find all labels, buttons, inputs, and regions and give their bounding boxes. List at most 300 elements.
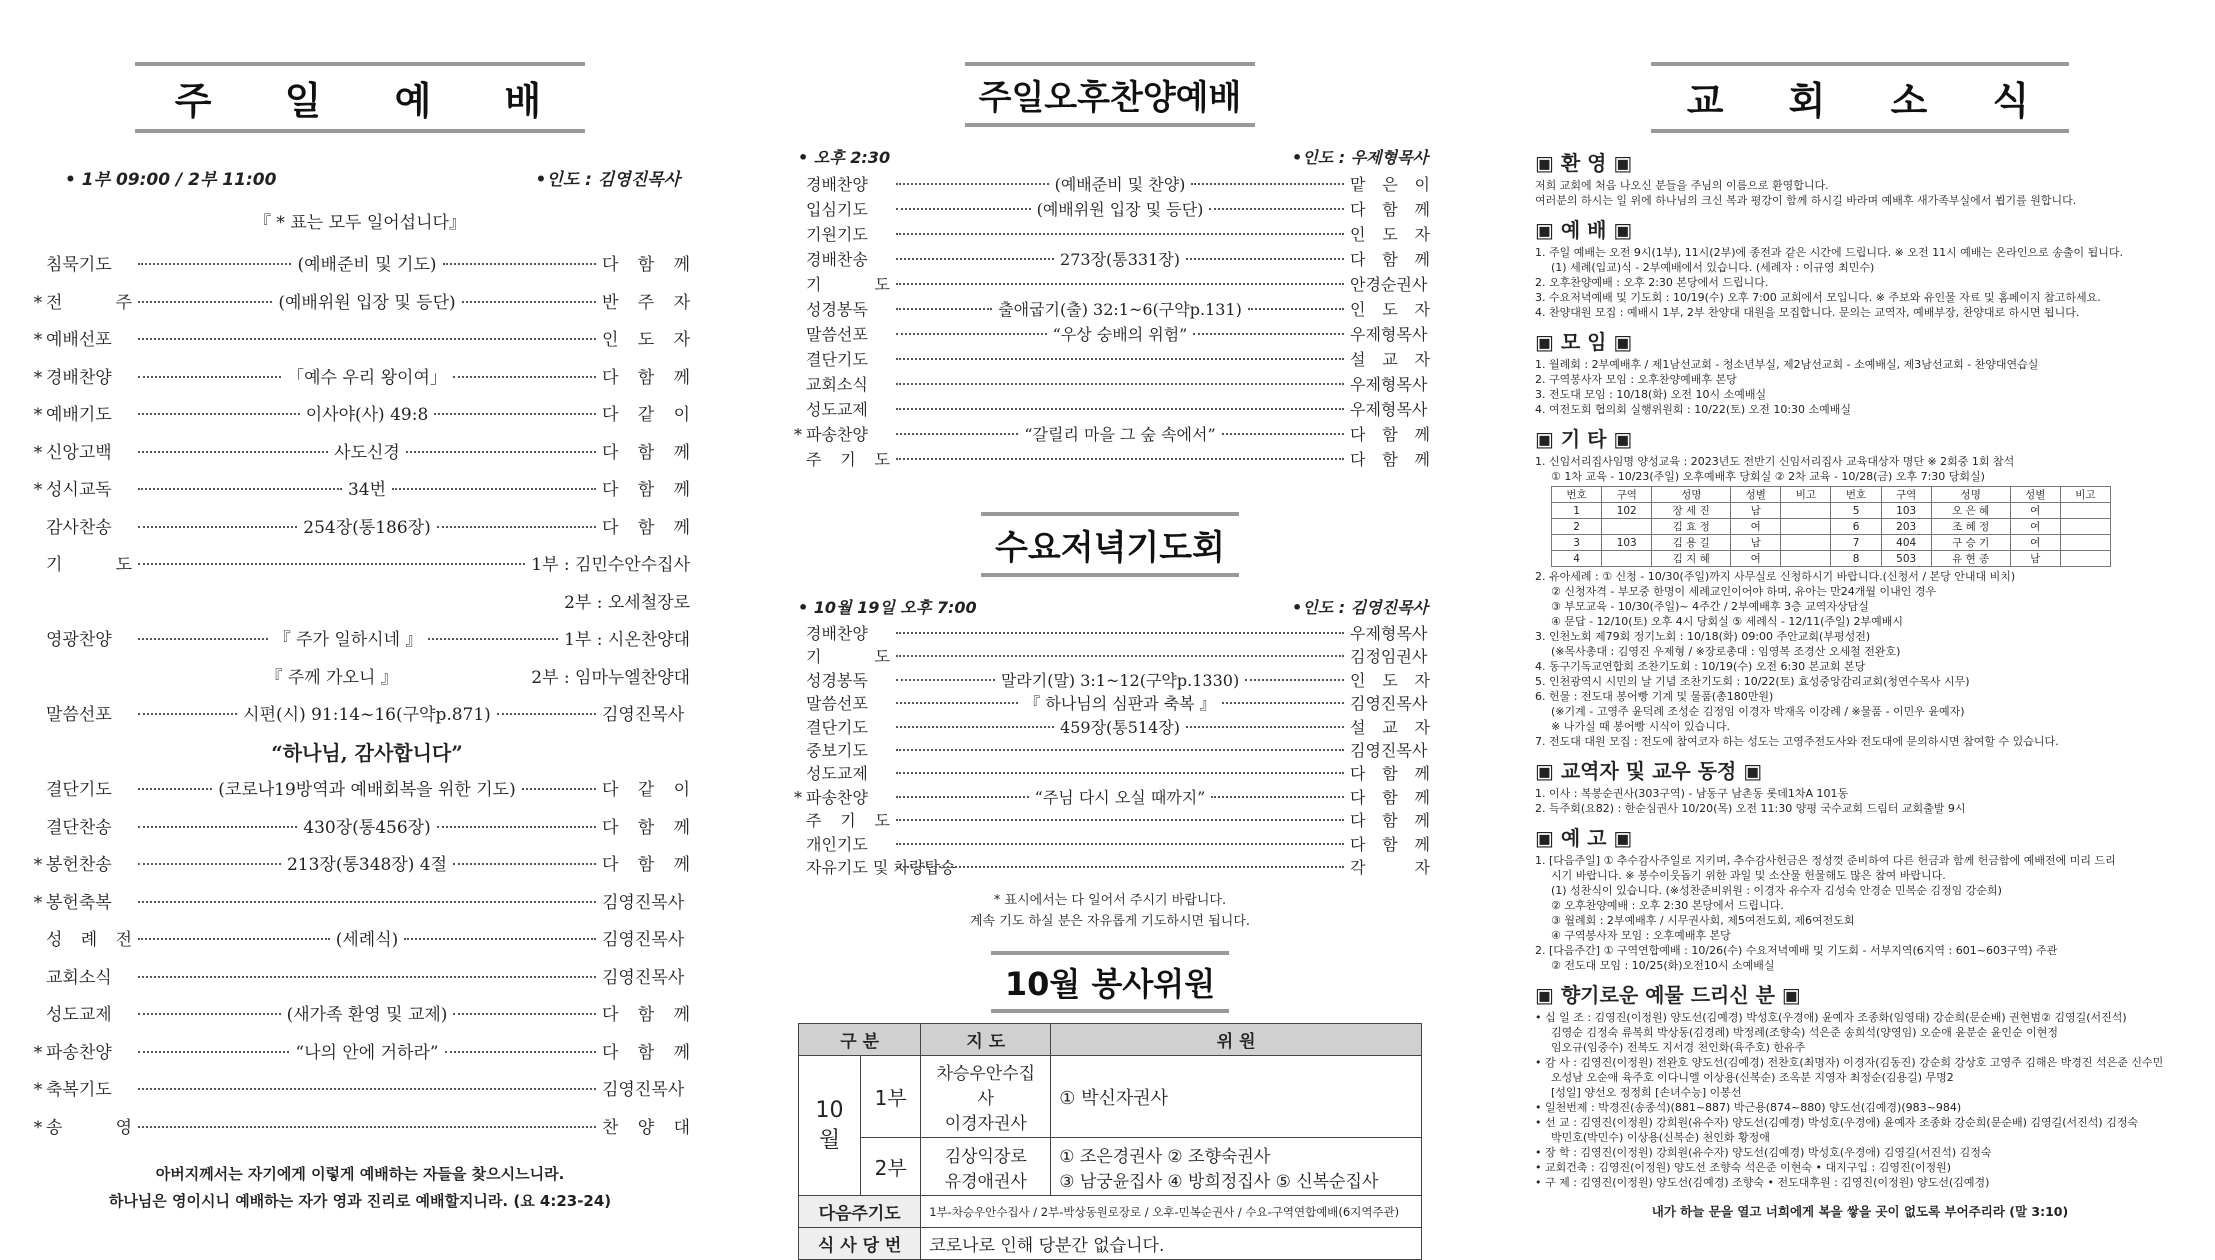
order-label: 말씀선포 [46,705,112,725]
order-person: 다 함 께 [1350,425,1431,444]
news-line: 박민호(박민수) 이상용(신복순) 천인화 황정애 [1551,1131,1770,1144]
news-line: 2. 구역봉사자 모임 : 오후찬양예배후 본당 [1535,373,1737,386]
order-row [790,272,1430,297]
order-content: “우상 숭배의 위험” [1052,325,1188,344]
order-label: 기원기도 [806,225,868,244]
trainee-cell [1781,551,1831,567]
stand-marker: * [33,892,43,913]
order-person: 1부 : 시온찬양대 [564,630,691,650]
order-row [790,422,1430,447]
news-line: • 교회건축 : 김영진(이정원) 양도선 조향숙 석은준 이현숙 • 대지구입 : 김영진(이정원) [1535,1161,1952,1174]
order-content: 213장(통348장) 4절 [286,855,448,875]
part1-leader-b: 이경자권사 [944,1114,1027,1135]
news-line: 저희 교회에 처음 나오신 분들을 주님의 이름으로 환영합니다. [1535,179,1829,192]
page-title: 주 일 예 배 [135,62,586,133]
order-label: 성경봉독 [806,300,868,319]
order-row [790,322,1430,347]
welcome-heading: ▣ 환 영 ▣ [1535,151,1633,175]
trainee-header-cell: 성명 [1652,487,1731,503]
afternoon-column [790,0,1431,1257]
order-person: 다 함 께 [1350,250,1430,269]
sunday-worship-column [30,0,690,1240]
order-person: 다 함 께 [602,817,690,838]
order-content: 출애굽기(출) 32:1~6(구약p.131) [998,300,1242,319]
news-line: • 십 일 조 : 김영진(이정원) 양도선(김예경) 박성호(우경애) 윤예자 조종화(임영태) 강순희(문순배) 권현범② 김영길(서진석) [1535,1011,2127,1024]
order-label: 침묵기도 [46,255,112,275]
order-person: 인 도 자 [1350,300,1431,319]
part2-members-b: ③ 남궁윤집사 ④ 방희정집사 ⑤ 신복순집사 [1059,1171,1379,1192]
worship-text [1535,245,2185,320]
order-label: 기 도 [806,275,890,294]
wednesday-leader: •인도 : 김영진목사 [1292,598,1428,617]
news-line: • 감 사 : 김영진(이정원) 전완호 양도선(김예경) 전찬호(최명자) 이경자(김동진) 강순희 강상호 고영주 김해은 박경진 석은준 신수민 [1535,1056,2164,1069]
order-row [790,197,1430,222]
trainee-cell: 장 세 진 [1652,503,1731,519]
part2-members-a: ① 조은경권사 ② 조향숙권사 [1059,1146,1271,1167]
stand-marker: * [794,425,802,444]
order-person: 안경순권사 [1350,275,1428,294]
order-person: 다 함 께 [602,367,691,388]
trainee-cell [1602,519,1652,535]
wednesday-order [790,622,1430,879]
order-person: 다 같 이 [602,405,691,425]
order-label: 자유기도 및 차량탑승 [806,857,956,877]
stand-marker: * [794,787,802,807]
news-line: 4. 찬양대원 모집 : 예배시 1부, 2부 찬양대 대원을 모집합니다. 문의는 교역자, 예배부장, 찬양대로 하시면 됩니다. [1535,306,2080,319]
order-label: 결단기도 [806,350,868,369]
order-label: 송 영 [46,1117,132,1138]
order-label: 주 기 도 [806,450,890,469]
news-line: 3. 인천노회 제79회 정기노회 : 10/18(화) 09:00 주안교회(부평성전) [1535,630,1871,643]
trainee-header-cell: 번호 [1831,487,1881,503]
order-row [790,786,1430,809]
order-label: 기 도 [806,647,890,667]
news-line: 6. 헌물 : 전도대 봉어빵 기계 및 물품(총180만원) [1535,690,1774,703]
part2-leader-b: 유경애권사 [944,1171,1027,1192]
service-time: • 1부 09:00 / 2부 11:00 [65,170,277,190]
trainee-cell [1781,503,1831,519]
wednesday-note1: * 표시에서는 다 일어서 주시기 바랍니다. [993,893,1227,909]
stand-marker: * [33,292,43,313]
service-meta [30,165,690,190]
order-content: 34번 [347,480,387,500]
order-person: 1부 : 김민수안수집사 [531,555,690,575]
trainee-cell: 102 [1602,503,1652,519]
order-person: 다 함 께 [1350,787,1431,807]
order-row [30,697,690,735]
news-line: 5. 인천광역시 시민의 날 기념 조찬기도회 : 10/22(토) 효성중앙감리교회(청연수목사 시무) [1535,675,1970,688]
church-news-title: 교 회 소 식 [1651,62,2070,133]
order-person: 2부 : 오세철장로 [564,592,690,613]
order-content: 『 주께 가오니 』 [265,667,398,688]
order-label: 결단찬송 [46,817,112,838]
trainee-cell: 203 [1881,519,1931,535]
order-row [790,172,1430,197]
news-line: 2. 오후찬양예배 : 오후 2:30 본당에서 드립니다. [1535,276,1769,289]
church-news-heading [1535,62,2185,133]
trainee-cell: 남 [2010,551,2060,567]
news-line: ② 전도대 모임 : 10/25(화)오전10시 소예배실 [1551,959,1775,972]
order-row [30,360,690,398]
news-line: (※기계 - 고영주 윤덕례 조성순 김정임 이경자 박재옥 이강례 / ※물품 - 이민우 윤예자) [1551,705,1965,718]
order-person: 2부 : 임마누엘찬양대 [531,667,690,688]
order-content: 말라기(말) 3:1~12(구약p.1330) [1000,670,1240,690]
trainee-cell: 2 [1552,519,1602,535]
closing-verse-line2: 하나님은 영이시니 예배하는 자가 영과 진리로 예배할지니라. (요 4:23-24) [108,1192,612,1210]
news-line: 여러분의 하시는 일 위에 하나님의 크신 복과 평강이 함께 하시길 바라며 예배후 새가족부실에서 뵙기를 원합니다. [1535,194,2077,207]
order-person: 설 교 자 [1350,717,1430,737]
trainee-cell: 김 지 혜 [1652,551,1731,567]
notice-text [1535,853,2185,973]
trainee-cell: 503 [1881,551,1931,567]
trainee-cell [1781,519,1831,535]
order-row [790,347,1430,372]
trainee-cell: 남 [1731,503,1781,519]
order-person: 다 함 께 [602,855,691,875]
order-person: 다 같 이 [602,780,690,800]
order-row [30,585,690,623]
order-label: 말씀선포 [806,694,868,714]
order-row [30,622,690,660]
order-row [790,297,1430,322]
trainee-cell: 103 [1602,535,1652,551]
trainee-cell: 구 승 기 [1931,535,2010,551]
news-line: 오성남 오순애 육주호 이다니엘 이상용(신복순) 조옥분 지영자 최정순(김용길) 무명2 [1551,1071,1954,1084]
order-label: 기 도 [46,555,132,575]
order-content: (새가족 환영 및 교제) [286,1005,448,1025]
sunday-worship-heading [30,62,690,133]
order-row [790,669,1430,692]
order-label: 예배선포 [46,330,112,350]
staff-text [1535,786,2185,816]
order-person: 김영진목사 [1350,740,1428,760]
order-content: “갈릴리 마을 그 숲 속에서” [1024,425,1216,444]
news-line: ③ 부모교육 - 10/30(주일)~ 4주간 / 2부예배후 3층 교역자상담실 [1551,600,1869,613]
standing-note: 『 * 표는 모두 일어섭니다』 [254,213,466,233]
trainee-cell: 3 [1552,535,1602,551]
trainee-cell: 유 현 종 [1931,551,2010,567]
trainee-header-cell: 구역 [1881,487,1931,503]
order-row [30,1035,690,1073]
order-label: 파송찬양 [806,787,868,807]
trainee-cell: 여 [2010,519,2060,535]
trainee-cell: 남 [1731,535,1781,551]
meal-duty-value: 코로나로 인해 당분간 없습니다. [921,1228,1422,1260]
offering-heading: ▣ 향기로운 예물 드리신 분 ▣ [1535,983,1801,1007]
order-of-worship [30,247,690,1147]
news-line: 4. 동구기독교연합회 조찬기도회 : 10/19(수) 오전 6:30 본교회 본당 [1535,660,1866,673]
order-label: 성도교제 [806,764,868,784]
afternoon-time: • 오후 2:30 [798,148,891,167]
trainee-cell: 5 [1831,503,1881,519]
order-row [30,922,690,960]
order-person: 우제형목사 [1350,325,1428,344]
stand-marker: * [33,367,43,388]
order-label: 경배찬양 [806,175,868,194]
order-label: 감사찬송 [46,517,112,538]
trainee-cell: 6 [1831,519,1881,535]
news-line: 1. [다음주일] ① 추수감사주일로 지키며, 추수감사헌금은 정성껏 준비하여 다른 헌금과 함께 헌금함에 예배전에 미리 드리 [1535,854,2116,867]
news-line: • 구 제 : 김영진(이정원) 양도선(김예경) 조향숙 • 전도대후원 : 김영진(이정원) 양도선(김예경) [1535,1176,1990,1189]
offering-text [1535,1010,2185,1190]
order-row [790,372,1430,397]
afternoon-leader: •인도 : 우제형목사 [1292,148,1428,167]
order-content: 254장(통186장) [303,517,431,538]
trainee-header-cell: 비고 [2060,487,2110,503]
trainee-cell [2060,519,2110,535]
wednesday-meta [790,595,1430,618]
order-content: (코로나19방역과 예배회복을 위한 기도) [218,780,516,800]
order-row [30,1110,690,1148]
part2-leader-a: 김상익장로 [944,1146,1027,1167]
order-label: 성도교제 [806,400,868,419]
order-person: 설 교 자 [1350,350,1430,369]
part1-cell: 1부 [861,1056,921,1138]
order-person: 김영진목사 [602,892,685,913]
news-line: 1. 주일 예배는 오전 9시(1부), 11시(2부)에 종전과 같은 시간에 드립니다. ※ 오전 11시 예배는 온라인으로 송출이 됩니다. [1535,246,2123,259]
order-row [30,322,690,360]
trainee-table [1551,486,2111,567]
order-label: 개인기도 [806,834,868,854]
afternoon-heading [790,62,1430,127]
news-line: 1. 월례회 : 2부예배후 / 제1남선교회 - 청소년부실, 제2남선교회 - 소예배실, 제3남선교회 - 찬양대연습실 [1535,358,2039,371]
news-line: 시기 바랍니다. ※ 봉수이웃돕기 위한 과일 및 소산물 헌물해도 많은 참여 바랍니다. [1551,869,1946,882]
trainee-cell: 조 혜 정 [1931,519,2010,535]
news-line: ※ 나가실 때 봉어빵 시식이 있습니다. [1551,720,1730,733]
order-row [790,809,1430,832]
trainee-cell: 여 [1731,551,1781,567]
stand-marker: * [33,1042,43,1063]
news-line: 2. [다음주간] ① 구역연합예배 : 10/26(수) 수요저녁예배 및 기도회 - 서부지역(6지역 : 601~603구역) 주관 [1535,944,2058,957]
next-prayer-label: 다음주기도 [799,1196,921,1228]
trainee-header-cell: 비고 [1781,487,1831,503]
part1-members: ① 박신자권사 [1051,1056,1422,1138]
order-content: 이사야(사) 49:8 [305,405,429,425]
order-person: 다 함 께 [602,517,690,538]
table-header-row [799,1024,1422,1056]
order-row [790,247,1430,272]
news-line: ② 신청자격 - 부모중 한명이 세례교인이어야 하며, 유아는 만24개월 이내인 경우 [1551,585,1937,598]
order-row [30,547,690,585]
order-row [790,622,1430,645]
order-row [30,772,690,810]
etc-more-text [1535,569,2185,749]
news-line: 2. 득주회(요82) : 한순심권사 10/20(목) 오전 11:30 양평 국수교회 드림터 교회출발 9시 [1535,802,1966,815]
order-content: (예배위원 입장 및 등단) [278,292,456,313]
closing-verse: 내가 하늘 문을 열고 너희에게 복을 쌓을 곳이 없도록 부어주리라 (말 3:10) [1651,1204,2069,1219]
order-label: 성시교독 [46,480,112,500]
order-label: 파송찬양 [46,1042,112,1063]
order-label: 경배찬양 [46,367,112,388]
order-content: 『 하나님의 심판과 축복 』 [1024,694,1216,714]
news-line: 3. 전도대 모임 : 10/18(화) 오전 10시 소예배실 [1535,388,1767,401]
order-person: 다 함 께 [1350,834,1430,854]
order-row [790,716,1430,739]
order-row [30,285,690,323]
header-division: 구 분 [799,1024,921,1056]
order-label: 봉헌축복 [46,892,112,913]
order-row [30,997,690,1035]
wednesday-heading [790,512,1430,577]
order-row [790,692,1430,715]
order-label: 결단기도 [806,717,868,737]
order-person: 다 함 께 [1350,811,1430,831]
order-content: 273장(통331장) [1060,250,1180,269]
order-label: 봉헌찬송 [46,855,112,875]
order-row [790,762,1430,785]
church-news-column [1535,0,2185,1240]
stand-marker: * [33,442,43,463]
order-label: 영광찬양 [46,630,112,650]
order-person: 우제형목사 [1350,400,1428,419]
table-row [1552,535,2111,551]
staff-heading: ▣ 교역자 및 교우 동정 ▣ [1535,759,1763,783]
afternoon-meta [790,145,1430,168]
trainee-cell: 8 [1831,551,1881,567]
order-person: 김영진목사 [602,1080,685,1100]
table-row [1552,503,2111,519]
order-label: 경배찬송 [806,250,868,269]
order-row [30,247,690,285]
news-line: (1) 세례(입교)식 - 2부예배에서 있습니다. (세례자 : 이규영 최민수) [1551,261,1875,274]
news-line: • 일천번제 : 박경진(송종석)(881~887) 박근용(874~880) 양도선(김예경)(983~984) [1535,1101,1962,1114]
order-row [790,397,1430,422]
order-row [790,856,1430,879]
wednesday-time: • 10월 19일 오후 7:00 [798,598,977,617]
trainee-cell: 103 [1881,503,1931,519]
volunteers-heading [790,951,1430,1013]
news-line: ③ 월례회 : 2부예배후 / 시무권사회, 제5여전도회, 제6여전도회 [1551,914,1855,927]
trainee-cell: 여 [2010,503,2060,519]
news-line: ④ 문답 - 12/10(토) 오후 4시 당회실 ⑤ 세례식 - 12/11(주일) 2부예배시 [1551,615,1903,628]
order-person: 각 자 [1350,857,1430,877]
order-person: 다 함 께 [602,1005,691,1025]
trainee-cell: 김 용 길 [1652,535,1731,551]
order-person: 인 도 자 [602,330,690,350]
order-person: 다 함 께 [1350,200,1431,219]
order-content: 사도신경 [334,442,400,463]
order-content: “나의 안에 거하라” [295,1042,439,1063]
news-line: • 장 학 : 김영진(이정원) 강희원(유수자) 양도선(김예경) 박성호(우경애) 김영길(서진석) 김정숙 [1535,1146,1992,1159]
stand-marker: * [33,1117,43,1138]
trainee-header-cell: 성별 [2010,487,2060,503]
order-person: 다 함 께 [602,442,691,463]
order-row [30,472,690,510]
trainee-cell [1781,535,1831,551]
afternoon-order [790,172,1430,472]
stand-marker: * [33,405,43,425]
order-label: 주 기 도 [806,811,890,831]
order-row [30,510,690,548]
table-row [1552,519,2111,535]
order-person: 다 함 께 [602,255,690,275]
stand-marker: * [33,480,43,500]
trainee-cell: 1 [1552,503,1602,519]
order-person: 인 도 자 [1350,225,1430,244]
news-line: 2. 유아세례 : ① 신청 - 10/30(주일)까지 사무실로 신청하시기 바랍니다.(신청서 / 본당 안내대 비치) [1535,570,2016,583]
order-person: 김영진목사 [1350,694,1428,714]
order-label: 전 주 [46,292,132,313]
order-row [30,397,690,435]
order-person: 다 함 께 [1350,764,1430,784]
order-row [790,833,1430,856]
table-row [799,1138,1422,1196]
order-person: 반 주 자 [602,292,690,313]
order-content: (세례식) [335,930,399,950]
order-row [790,222,1430,247]
meeting-text [1535,357,2185,417]
order-content: “주님 다시 오실 때까지” [1034,787,1206,807]
closing-verse-line1: 아버지께서는 자기에게 이렇게 예배하는 자들을 찾으시느니라. [155,1165,565,1183]
notice-heading: ▣ 예 고 ▣ [1535,826,1633,850]
order-row [30,660,690,698]
order-row [790,645,1430,668]
order-content: 『 주가 일하시네 』 [273,630,423,650]
order-person: 찬 양 대 [602,1117,690,1138]
etc-item-1b: ① 1차 교육 - 10/23(주일) 오후예배후 당회실 ② 2차 교육 - 10/28(금) 오후 7:30 당회실) [1551,470,1985,483]
trainee-cell: 여 [2010,535,2060,551]
header-leader: 지 도 [921,1024,1051,1056]
month-cell: 10월 [799,1056,861,1196]
order-label: 결단기도 [46,780,112,800]
order-person: 우제형목사 [1350,624,1428,643]
order-row [790,447,1430,472]
news-line: ④ 구역봉사자 모임 : 오후예배후 본당 [1551,929,1731,942]
stand-marker: * [33,855,43,875]
trainee-cell [1602,551,1652,567]
order-row [30,847,690,885]
order-label: 경배찬양 [806,624,868,643]
trainee-header-row [1552,487,2111,503]
volunteers-title: 10월 봉사위원 [991,951,1229,1013]
order-label: 말씀선포 [806,325,868,344]
trainee-header-cell: 구역 [1602,487,1652,503]
news-line: 3. 수요저녁예배 및 기도회 : 10/19(수) 오후 7:00 교회에서 모입니다. ※ 주보와 유인물 자료 및 홈페이지 참고하세요. [1535,291,2101,304]
order-row [30,435,690,473]
order-label: 중보기도 [806,740,868,760]
news-line: (※목사총대 : 김영진 우제형 / ※장로총대 : 임영복 조경산 오세철 전완호) [1551,645,1901,658]
order-content: (예배준비 및 찬양) [1054,175,1186,194]
order-row [30,810,690,848]
trainee-cell: 404 [1881,535,1931,551]
order-person: 김정임권사 [1350,647,1428,667]
news-line: • 선 교 : 김영진(이정원) 강희원(유수자) 양도선(김예경) 박성호(우경애) 윤예자 조종화 강순희(문순배) 김영길(서진석) 김정숙 [1535,1116,2139,1129]
part2-cell: 2부 [861,1138,921,1196]
stand-marker: * [33,1080,43,1100]
order-label: 성도교제 [46,1005,112,1025]
order-person: 김영진목사 [602,967,685,988]
worship-heading: ▣ 예 배 ▣ [1535,218,1633,242]
order-person: 다 함 께 [602,1042,690,1063]
order-person: 김영진목사 [602,705,685,725]
header-members: 위 원 [1051,1024,1422,1056]
order-label: 성경봉독 [806,670,868,690]
part1-leader-a: 차승우안수집사 [936,1064,1036,1110]
news-line: 4. 여전도회 협의회 실행위원회 : 10/22(토) 오전 10:30 소예배실 [1535,403,1852,416]
table-row [799,1228,1422,1260]
etc-item-1: 1. 신임서리집사임명 양성교육 : 2023년도 전반기 신임서리집사 교육대상자 명단 ※ 2회중 1회 참석 [1535,455,2015,468]
wednesday-note2: 계속 기도 하실 분은 자유롭게 기도하시면 됩니다. [969,914,1251,930]
order-row [30,960,690,998]
order-content: 430장(통456장) [303,817,431,838]
order-label: 교회소식 [806,375,868,394]
wednesday-title: 수요저녁기도회 [981,512,1239,577]
order-label: 신앙고백 [46,442,112,463]
stand-marker: * [33,330,43,350]
news-line: (1) 성찬식이 있습니다. (※성찬준비위원 : 이경자 유수자 김성숙 안경순 민복순 김정임 강순희) [1551,884,2002,897]
trainee-cell: 여 [1731,519,1781,535]
order-content: (예배위원 입장 및 등단) [1036,200,1204,219]
